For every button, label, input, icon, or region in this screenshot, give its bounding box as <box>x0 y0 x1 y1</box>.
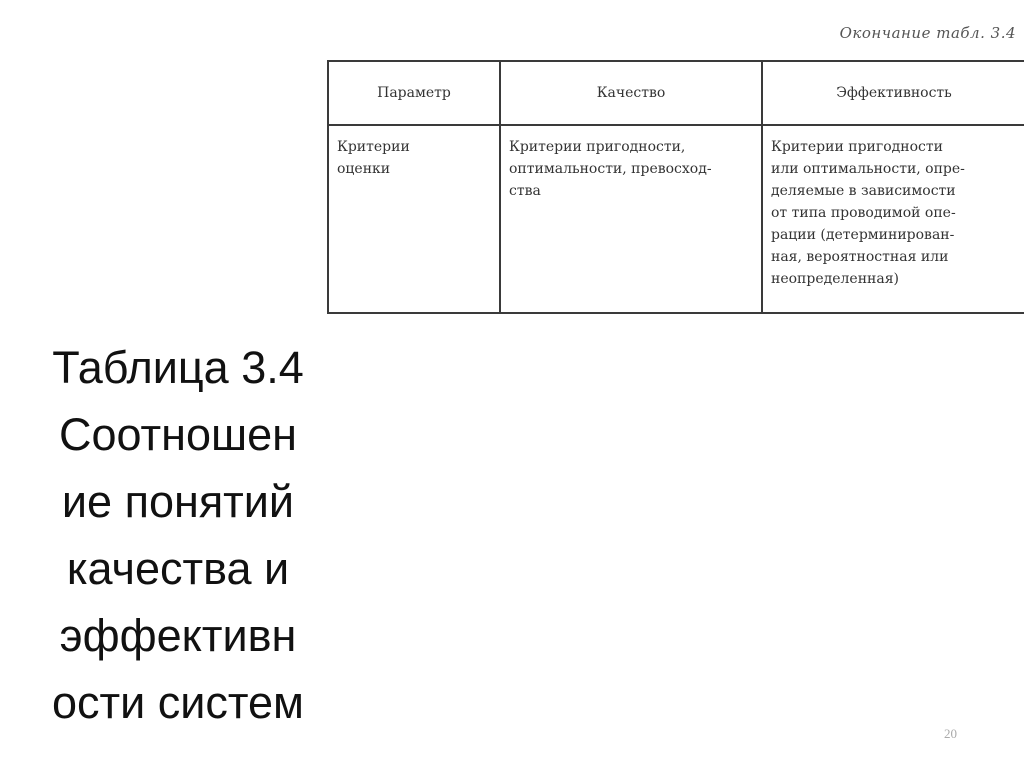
header-efficiency: Эффективность <box>762 61 1024 125</box>
cell-efficiency: Критерии пригодности или оптимальности, опре- деляемые в зависимости от типа проводимой опе- рации (детерминирован- ная, вероятностная или неопределенная) <box>762 125 1024 313</box>
header-quality: Качество <box>500 61 762 125</box>
cell-parameter: Критерии оценки <box>328 125 500 313</box>
table-row <box>328 125 1024 313</box>
slide-title: Таблица 3.4 Соотношен ие понятий качества и эффективн ости систем <box>52 342 304 728</box>
table-caption: Окончание табл. 3.4 <box>839 24 1016 42</box>
scanned-table-image <box>322 0 1024 312</box>
comparison-table <box>327 60 1024 314</box>
table-header-row <box>328 61 1024 125</box>
page-number: 20 <box>944 726 957 741</box>
header-parameter: Параметр <box>328 61 500 125</box>
cell-quality: Критерии пригодности, оптимальности, превосход- ства <box>500 125 762 313</box>
